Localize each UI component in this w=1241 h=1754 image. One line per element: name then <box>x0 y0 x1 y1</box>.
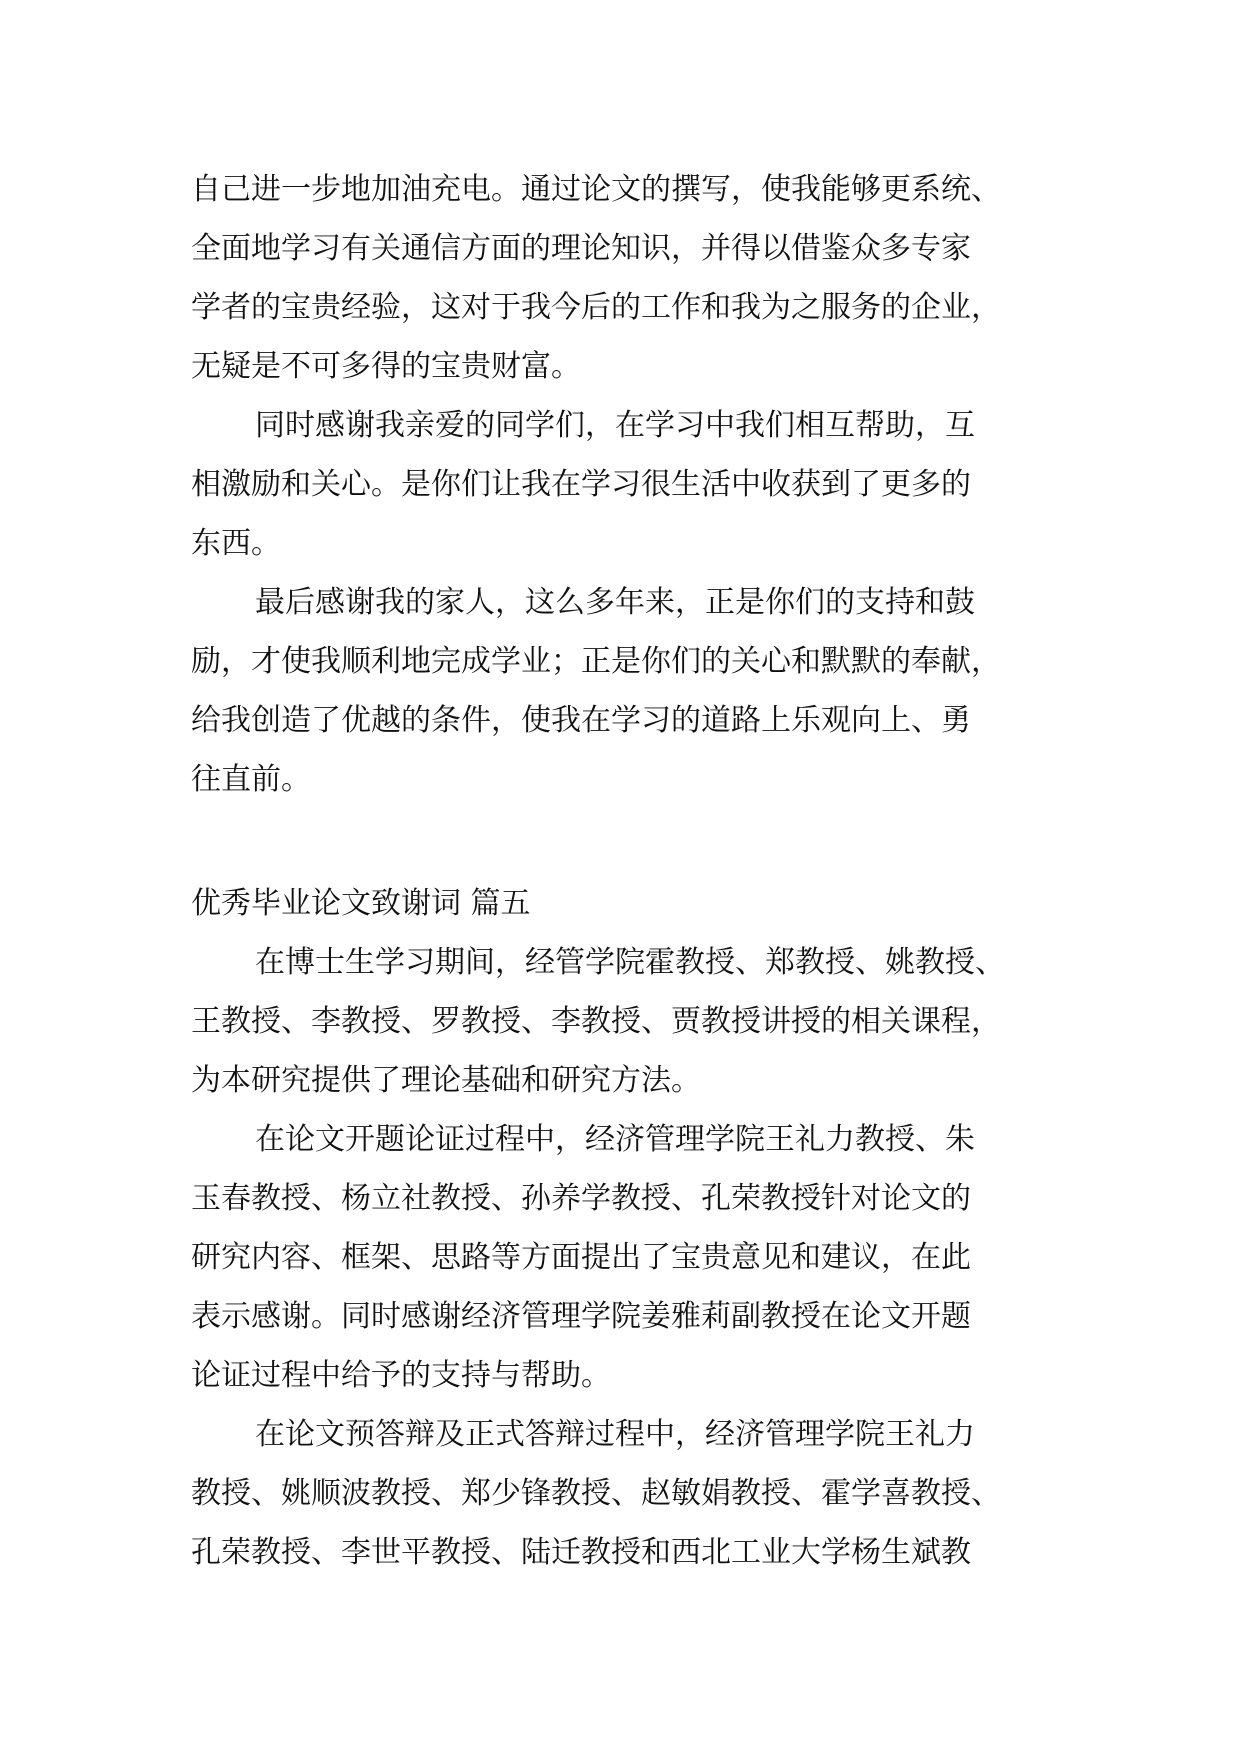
text-line: 在论文预答辩及正式答辩过程中，经济管理学院王礼力 <box>255 1417 975 1452</box>
document-body <box>191 160 1081 1582</box>
text-line: 励，才使我顺利地完成学业；正是你们的关心和默默的奉献， <box>191 644 1001 679</box>
text-line: 教授、姚顺波教授、郑少锋教授、赵敏娟教授、霍学喜教授、 <box>191 1476 1001 1511</box>
paragraph-proposal-defense <box>191 1110 1081 1405</box>
text-line: 最后感谢我的家人，这么多年来，正是你们的支持和鼓 <box>255 585 975 620</box>
text-line: 孔荣教授、李世平教授、陆迁教授和西北工业大学杨生斌教 <box>191 1535 971 1570</box>
text-line: 往直前。 <box>191 762 311 797</box>
text-line: 自己进一步地加油充电。通过论文的撰写，使我能够更系统、 <box>191 172 1001 207</box>
text-line: 王教授、李教授、罗教授、李教授、贾教授讲授的相关课程， <box>191 1004 1001 1039</box>
text-line: 学者的宝贵经验，这对于我今后的工作和我为之服务的企业， <box>191 290 1001 325</box>
text-line: 玉春教授、杨立社教授、孙养学教授、孔荣教授针对论文的 <box>191 1181 971 1216</box>
section-title: 优秀毕业论文致谢词 篇五 <box>191 886 531 921</box>
paragraph-doctoral-courses <box>191 933 1081 1110</box>
paragraph-final-defense <box>191 1405 1081 1582</box>
text-line: 在论文开题论证过程中，经济管理学院王礼力教授、朱 <box>255 1122 975 1157</box>
text-line: 给我创造了优越的条件，使我在学习的道路上乐观向上、勇 <box>191 703 971 738</box>
text-line: 同时感谢我亲爱的同学们，在学习中我们相互帮助，互 <box>255 408 975 443</box>
text-line: 研究内容、框架、思路等方面提出了宝贵意见和建议，在此 <box>191 1240 971 1275</box>
text-line: 论证过程中给予的支持与帮助。 <box>191 1358 611 1393</box>
text-line: 相激励和关心。是你们让我在学习很生活中收获到了更多的 <box>191 467 971 502</box>
paragraph-continuation <box>191 160 1081 396</box>
paragraph-family <box>191 573 1081 809</box>
text-line: 无疑是不可多得的宝贵财富。 <box>191 349 581 384</box>
text-line: 东西。 <box>191 526 281 561</box>
section-spacer <box>191 809 1081 874</box>
text-line: 在博士生学习期间，经管学院霍教授、郑教授、姚教授、 <box>255 945 1005 980</box>
text-line: 为本研究提供了理论基础和研究方法。 <box>191 1063 701 1098</box>
paragraph-classmates <box>191 396 1081 573</box>
text-line: 全面地学习有关通信方面的理论知识，并得以借鉴众多专家 <box>191 231 971 266</box>
text-line: 表示感谢。同时感谢经济管理学院姜雅莉副教授在论文开题 <box>191 1299 971 1334</box>
